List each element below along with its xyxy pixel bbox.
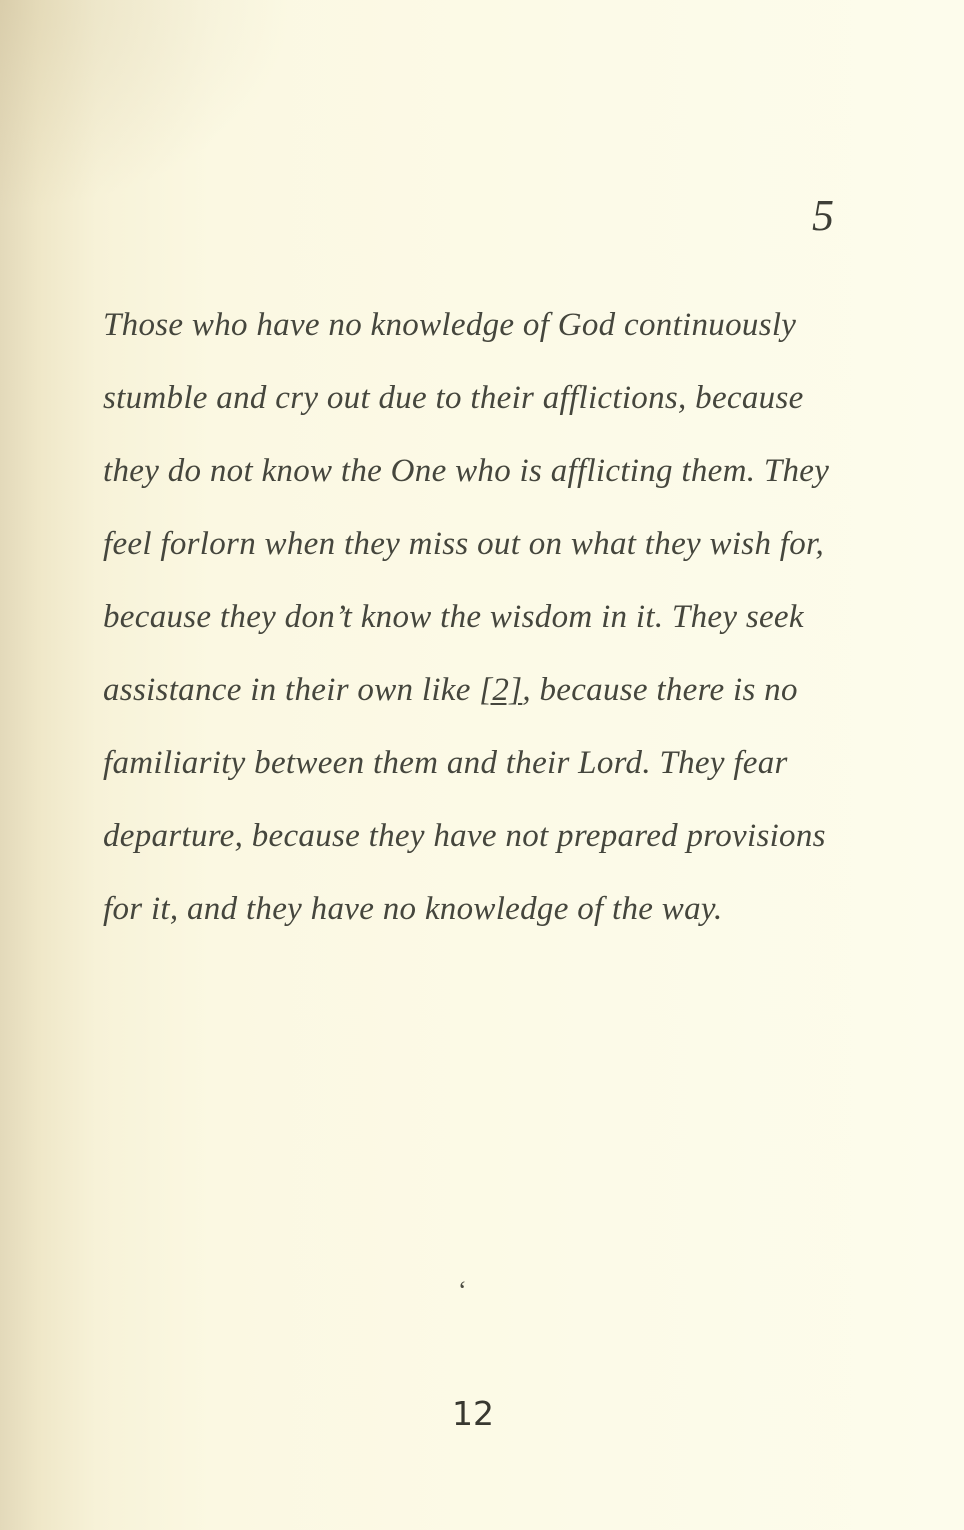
text-line: Those who have no knowledge of God continuously [103,307,797,343]
footnote-marker-2: [2] [479,672,523,708]
text-line: for it, and they have no knowledge of the way. [103,891,723,927]
text-line: because they don’t know the wisdom in it. They seek [103,599,804,635]
text-line: departure, because they have not prepared provisions [103,818,826,854]
text-line: feel forlorn when they miss out on what they wish for, [103,526,825,562]
text-segment: assistance in their own like [103,672,480,708]
text-line: they do not know the One who is afflicting them. They [103,453,830,489]
body-text [103,289,863,946]
text-line: stumble and cry out due to their afflictions, because [103,380,804,416]
text-line [103,654,863,727]
text-segment: , because there is no [522,672,798,708]
page-number: 12 [452,1394,494,1433]
stray-ink-mark: ‘ [458,1276,467,1305]
chapter-number: 5 [812,191,835,240]
text-line: familiarity between them and their Lord. They fear [103,745,788,781]
